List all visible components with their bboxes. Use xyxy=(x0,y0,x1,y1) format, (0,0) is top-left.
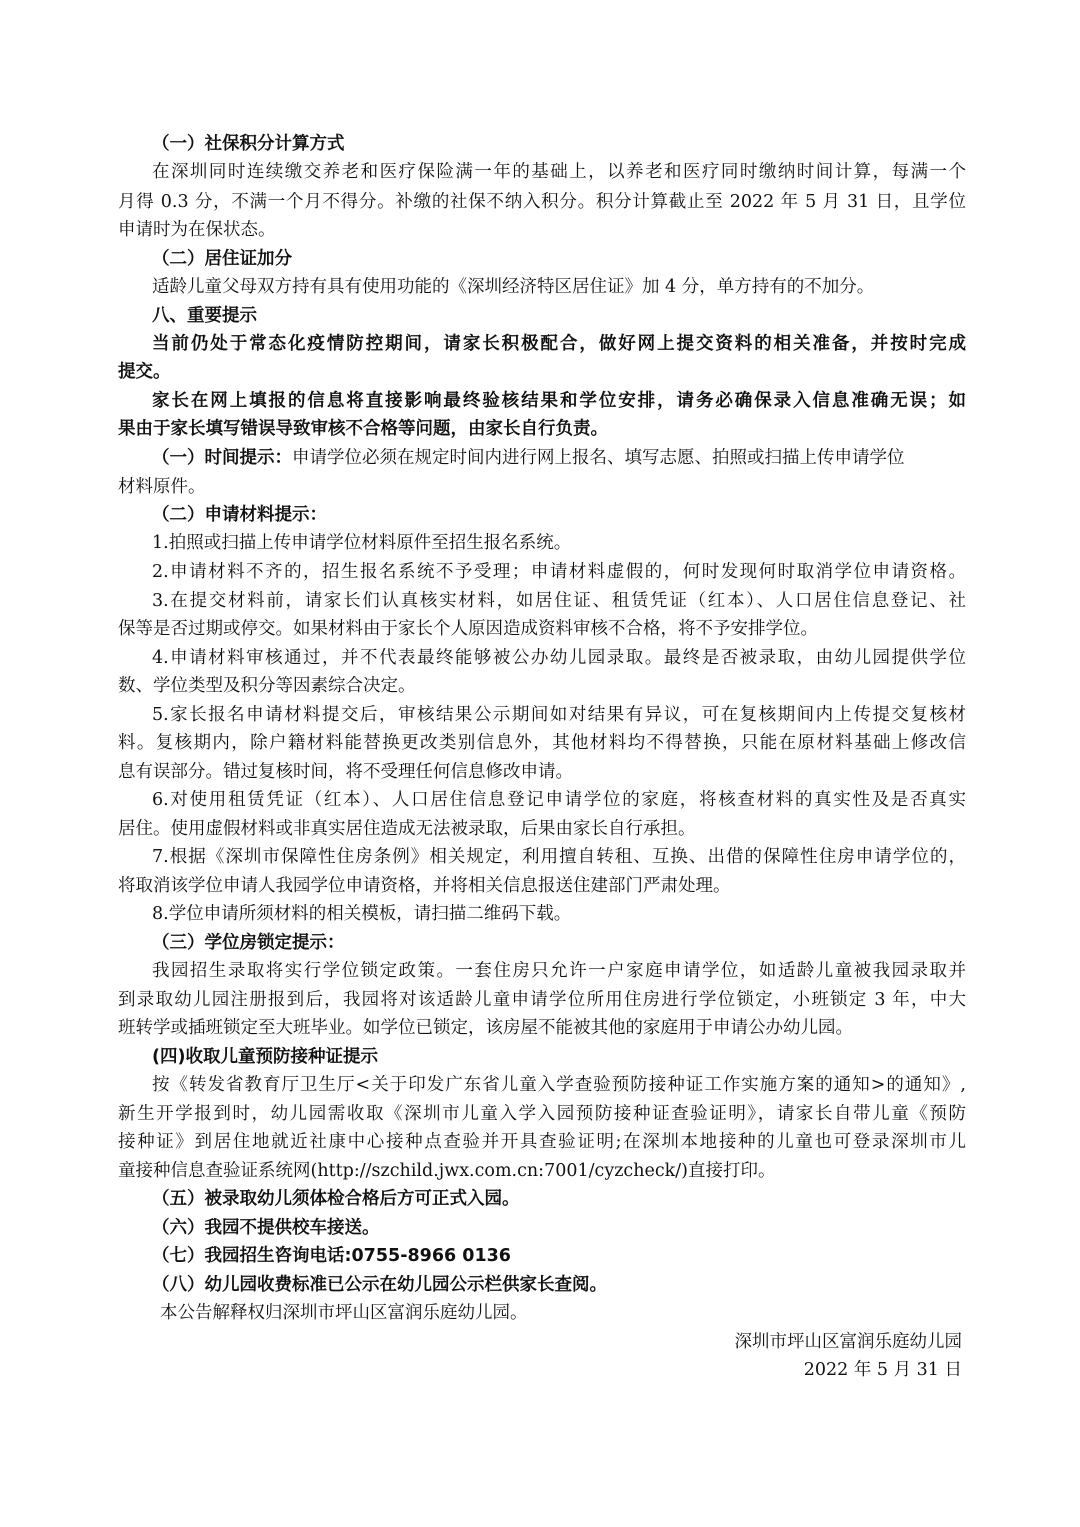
materials-tip-heading: （二）申请材料提示： xyxy=(152,505,327,525)
paragraph-line: 我园招生录取将实行学位锁定政策。一套住房只允许一户家庭申请学位，如适龄儿童被我园录取并 xyxy=(152,961,966,981)
important-notice-heading: 八、重要提示 xyxy=(152,306,257,326)
list-item: 2.申请材料不齐的，招生报名系统不予受理；申请材料虚假的，何时发现何时取消学位申请资格。 xyxy=(152,562,966,582)
tip-item: （八）幼儿园收费标准已公示在幼儿园公示栏供家长查阅。 xyxy=(152,1275,607,1295)
time-tip-line xyxy=(152,445,966,471)
paragraph-line: 童接种信息查验证系统网(http://szchild.jwx.com.cn:7001/cyzcheck/)直接打印。 xyxy=(118,1161,776,1181)
paragraph-line: 新生开学报到时，幼儿园需收取《深圳市儿童入学入园预防接种证查验证明》，请家长自带儿童《预防 xyxy=(118,1104,966,1124)
social-insurance-heading: （一）社保积分计算方式 xyxy=(152,134,345,154)
tip-item: （五）被录取幼儿须体检合格后方可正式入园。 xyxy=(152,1189,520,1209)
tip-item: （七）我园招生咨询电话:0755-8966 0136 xyxy=(152,1246,511,1266)
paragraph-line: 到录取幼儿园注册报到后，我园将对该适龄儿童申请学位所用住房进行学位锁定，小班锁定 3 年，中大 xyxy=(118,990,966,1010)
list-item-continuation: 将取消该学位申请人我园学位申请资格，并将相关信息报送住建部门严肃处理。 xyxy=(118,876,731,896)
paragraph-line: 月得 0.3 分，不满一个月不得分。补缴的社保不纳入积分。积分计算截止至 2022 年 5 月 31 日，且学位 xyxy=(118,192,966,212)
date: 2022 年 5 月 31 日 xyxy=(803,1360,962,1380)
paragraph-line: 申请时为在保状态。 xyxy=(118,220,276,240)
list-item: 5.家长报名申请材料提交后，审核结果公示期间如对结果有异议，可在复核期间内上传提交复核材 xyxy=(152,705,966,725)
paragraph-line: 材料原件。 xyxy=(118,477,206,497)
paragraph-line: 提交。 xyxy=(118,362,171,382)
paragraph-line: 接种证》到居住地就近社康中心接种点查验并开具查验证明;在深圳本地接种的儿童也可登录深圳市儿 xyxy=(118,1132,966,1152)
list-item-continuation: 数、学位类型及积分等因素综合决定。 xyxy=(118,676,416,696)
list-item: 8.学位申请所须材料的相关模板，请扫描二维码下载。 xyxy=(152,904,572,924)
list-item: 4.申请材料审核通过，并不代表最终能够被公办幼儿园录取。最终是否被录取，由幼儿园提供学位 xyxy=(152,648,966,668)
list-item-continuation: 保等是否过期或停交。如果材料由于家长个人原因造成资料审核不合格，将不予安排学位。 xyxy=(118,619,818,639)
list-item: 6.对使用租赁凭证（红本）、人口居住信息登记申请学位的家庭，将核查材料的真实性及是否真实 xyxy=(152,790,966,810)
paragraph-line: 果由于家长填写错误导致审核不合格等问题，由家长自行负责。 xyxy=(118,419,608,439)
lock-tip-heading: （三）学位房锁定提示： xyxy=(152,933,345,953)
paragraph-line: 在深圳同时连续缴交养老和医疗保险满一年的基础上，以养老和医疗同时缴纳时间计算，每满一个 xyxy=(152,162,966,182)
paragraph-line: 当前仍处于常态化疫情防控期间，请家长积极配合，做好网上提交资料的相关准备，并按时完成 xyxy=(152,334,966,354)
list-item: 3.在提交材料前，请家长们认真核实材料，如居住证、租赁凭证（红本）、人口居住信息登记、社 xyxy=(152,591,966,611)
list-item: 7.根据《深圳市保障性住房条例》相关规定，利用擅自转租、互换、出借的保障性住房申请学位的， xyxy=(152,847,966,867)
time-tip-label: （一）时间提示： xyxy=(152,448,292,468)
tip-item: （六）我园不提供校车接送。 xyxy=(152,1218,380,1238)
residence-permit-heading: （二）居住证加分 xyxy=(152,249,292,269)
paragraph-line: 家长在网上填报的信息将直接影响最终验核结果和学位安排，请务必确保录入信息准确无误；如 xyxy=(152,391,966,411)
paragraph-line: 适龄儿童父母双方持有具有使用功能的《深圳经济特区居住证》加 4 分，单方持有的不加分。 xyxy=(152,277,875,297)
signature: 深圳市坪山区富润乐庭幼儿园 xyxy=(734,1332,962,1352)
list-item-continuation: 居住。使用虚假材料或非真实居住造成无法被录取，后果由家长自行承担。 xyxy=(118,819,696,839)
time-tip-text: 申请学位必须在规定时间内进行网上报名、填写志愿、拍照或扫描上传申请学位 xyxy=(292,448,905,468)
list-item: 1.拍照或扫描上传申请学位材料原件至招生报名系统。 xyxy=(152,533,572,553)
paragraph-line: 按《转发省教育厅卫生厅<关于印发广东省儿童入学查验预防接种证工作实施方案的通知>的通知》, xyxy=(152,1075,966,1095)
list-item-continuation: 料。复核期内，除户籍材料能替换更改类别信息外，其他材料均不得替换，只能在原材料基础上修改信 xyxy=(118,733,966,753)
list-item-continuation: 息有误部分。错过复核时间，将不受理任何信息修改申请。 xyxy=(118,762,573,782)
interpretation-note: 本公告解释权归深圳市坪山区富润乐庭幼儿园。 xyxy=(160,1303,528,1323)
vaccine-tip-heading: (四)收取儿童预防接种证提示 xyxy=(152,1047,378,1067)
paragraph-line: 班转学或插班锁定至大班毕业。如学位已锁定，该房屋不能被其他的家庭用于申请公办幼儿园。 xyxy=(118,1018,853,1038)
